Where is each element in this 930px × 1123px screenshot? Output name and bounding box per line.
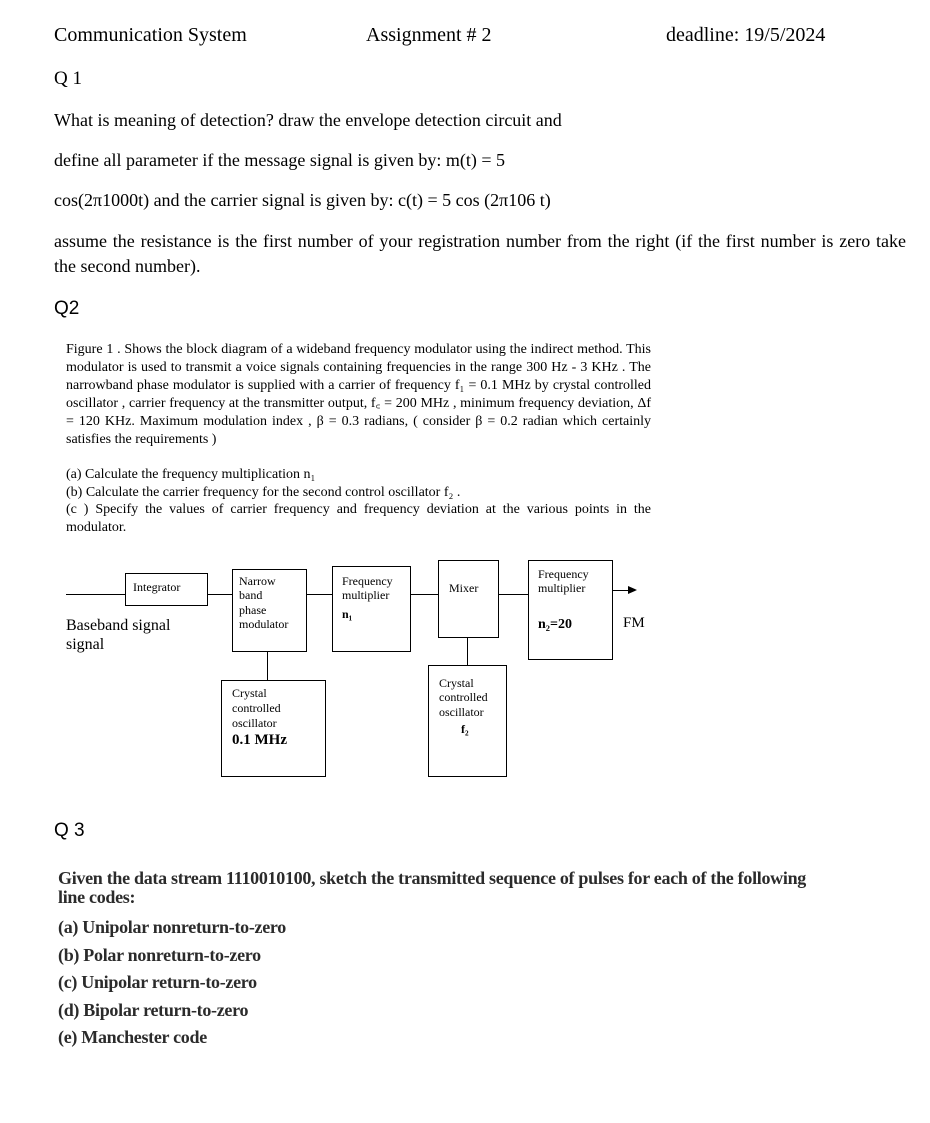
baseband-label-2: signal [66,636,105,653]
assignment-title: Assignment # 2 [366,24,492,46]
fm-output-label: FM [623,615,645,631]
q3-line-codes [58,914,286,1052]
fm2-n2: n₂=20 [538,617,572,632]
q2-item-b: (b) Calculate the carrier frequency for the second control oscillator f₂ . [66,484,461,500]
q2-item-a: (a) Calculate the frequency multiplication n₁ [66,467,316,482]
line-osc2-mixer [467,636,468,665]
baseband-label-1: Baseband signal [66,617,171,634]
q1-line-1: What is meaning of detection? draw the envelope detection circuit and [54,110,562,130]
q3-item-a: (a) Unipolar nonreturn-to-zero [58,917,286,937]
line-integrator-pm [207,594,232,595]
osc2-label-1: Crystal [439,676,474,690]
osc1-label-3: oscillator [232,716,277,730]
q1-paragraph: assume the resistance is the first number of your registration number from the right (if the first number is zero take the second number). [54,231,906,276]
osc2-label-3: oscillator [439,705,484,719]
line-osc1-pm [267,650,268,680]
fm1-label-2: multiplier [342,588,390,602]
fm2-label-1: Frequency [538,567,589,581]
fm1-n1: n₁ [342,607,353,621]
fm1-label-1: Frequency [342,574,393,588]
q2-item-c: (c ) Specify the values of carrier frequency and frequency deviation at the various points in the modulator. [66,502,651,535]
osc1-label-1: Crystal [232,686,267,700]
q3-label: Q 3 [54,820,85,841]
mixer-block [438,560,499,638]
output-line [611,590,629,591]
q2-subquestions [66,466,651,536]
line-pm-fm1 [305,594,332,595]
line-mixer-fm2 [497,594,528,595]
q1-line-2: define all parameter if the message signal is given by: m(t) = 5 [54,150,506,170]
pm-label-2: band [239,588,263,602]
osc1-label-2: controlled [232,701,281,715]
output-arrow-icon [628,586,637,594]
q1-line-3: cos(2π1000t) and the carrier signal is given by: c(t) = 5 cos (2π106 t) [54,190,551,210]
osc2-frequency: f₂ [461,722,469,736]
q3-item-d: (d) Bipolar return-to-zero [58,999,249,1020]
osc1-frequency: 0.1 MHz [232,732,287,748]
q2-paragraph: Figure 1 . Shows the block diagram of a wideband frequency modulator using the indirect method. This modulator is used to transmit a voice signals containing frequencies in the range 300 Hz - 3 KHz . The narrowband phase modulator is supplied with a carrier of frequency f₁ = 0.1 MHz by crystal controlled oscillator , carrier frequency at the transmitter output, f꜀ = 200 MHz , minimum frequency deviation, Δf = 120 KHz. Maximum modulation index , β = 0.3 radians, ( consider β = 0.2 radian which certainly satisfies the requirements ) [66,342,651,447]
q3-item-c: (c) Unipolar return-to-zero [58,972,257,992]
input-line [66,594,125,595]
pm-label-3: phase [239,603,267,617]
line-fm1-mixer [409,594,438,595]
q3-item-b: (b) Polar nonreturn-to-zero [58,944,261,965]
q1-label: Q 1 [54,68,82,89]
q3-paragraph: Given the data stream 1110010100, sketch the transmitted sequence of pulses for each of the following line codes: [58,868,806,907]
pm-label-1: Narrow [239,574,276,588]
q2-label: Q2 [54,298,80,319]
course-title: Communication System [54,24,247,46]
pm-label-4: modulator [239,617,289,631]
osc2-label-2: controlled [439,690,488,704]
q3-item-e: (e) Manchester code [58,1027,207,1047]
integrator-label: Integrator [133,580,181,594]
mixer-label: Mixer [449,581,479,595]
deadline: deadline: 19/5/2024 [666,24,826,46]
fm2-label-2: multiplier [538,581,586,595]
